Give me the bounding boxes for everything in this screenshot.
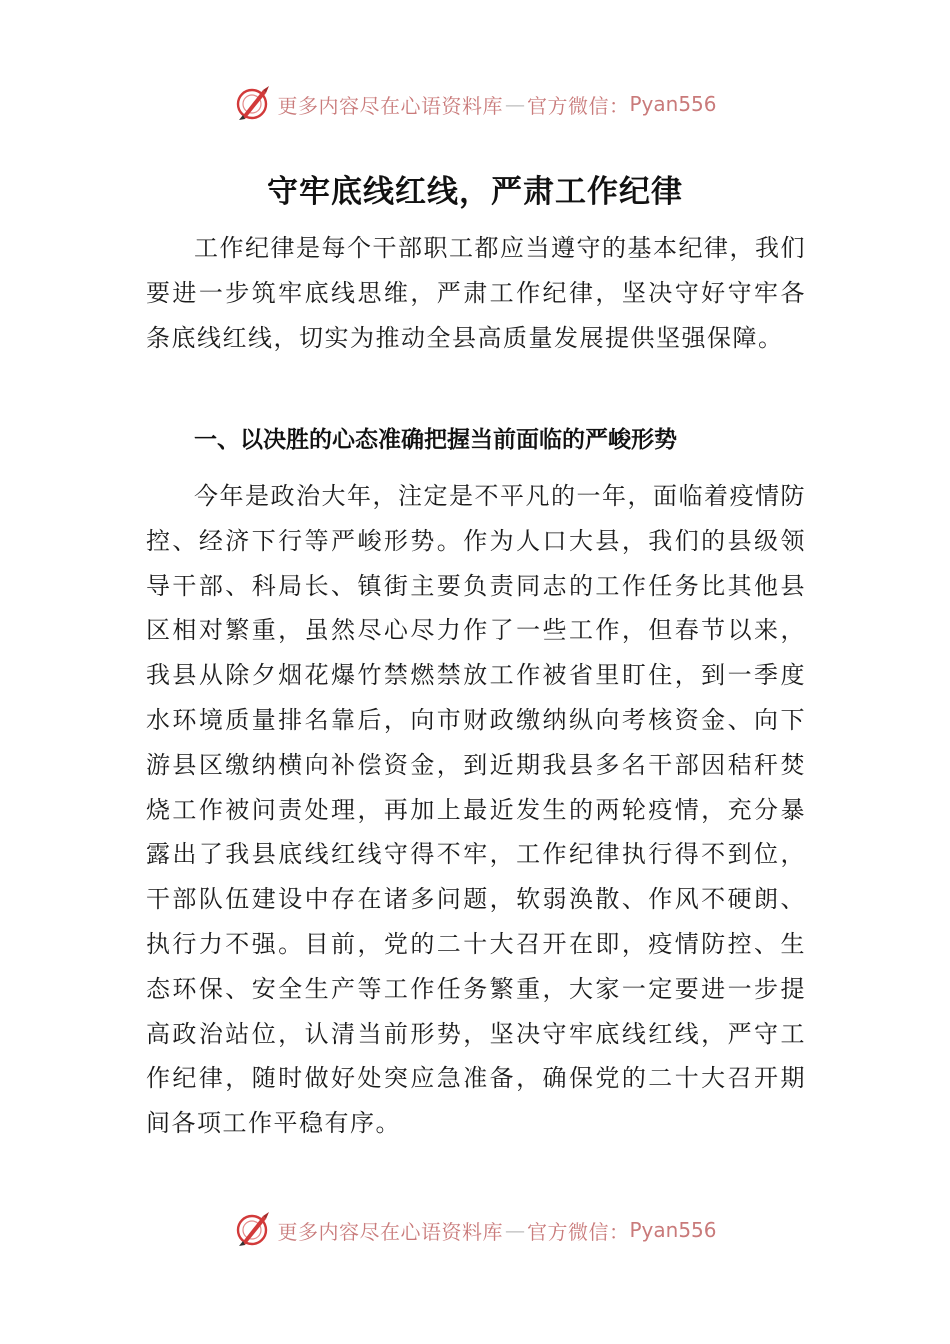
quill-pen-logo-icon	[233, 84, 273, 124]
banner-text: 更多内容尽在心语资料库	[277, 93, 503, 118]
banner-contact: 官方微信：	[526, 1219, 630, 1244]
banner-wechat-id: Pyan556	[629, 92, 717, 116]
section-1-body: 今年是政治大年，注定是不平凡的一年，面临着疫情防控、经济下行等严峻形势。作为人口大县，我们的县级领导干部、科局长、镇街主要负责同志的工作任务比其他县区相对繁重，虽然尽心尽力作了一些工作，但春节以来，我县从除夕烟花爆竹禁燃禁放工作被省里盯住，到一季度水环境质量排名靠后，向市财政缴纳纵向考核资金、向下游县区缴纳横向补偿资金，到近期我县多名干部因秸秆焚烧工作被问责处理，再加上最近发生的两轮疫情，充分暴露出了我县底线红线守得不牢，工作纪律执行得不到位，干部队伍建设中存在诸多问题，软弱涣散、作风不硬朗、执行力不强。目前，党的二十大召开在即，疫情防控、生态环保、安全生产等工作任务繁重，大家一定要进一步提高政治站位，认清当前形势，坚决守牢底线红线，严守工作纪律，随时做好处突应急准备，确保党的二十大召开期间各项工作平稳有序。	[146, 482, 806, 1138]
banner-separator: —	[504, 1218, 525, 1242]
banner-wechat-id: Pyan556	[629, 1218, 717, 1242]
banner-separator: —	[504, 92, 525, 116]
footer-banner	[0, 1208, 950, 1252]
banner-contact: 官方微信：	[526, 93, 630, 118]
intro-paragraph: 工作纪律是每个干部职工都应当遵守的基本纪律，我们要进一步筑牢底线思维，严肃工作纪律，坚决守好守牢各条底线红线，切实为推动全县高质量发展提供坚强保障。	[146, 234, 806, 352]
quill-pen-logo-icon	[233, 1210, 273, 1250]
section-1-heading: 一、以决胜的心态准确把握当前面临的严峻形势	[194, 427, 677, 453]
document-title: 守牢底线红线，严肃工作纪律	[267, 174, 683, 210]
header-banner	[0, 82, 950, 126]
banner-text: 更多内容尽在心语资料库	[277, 1219, 503, 1244]
